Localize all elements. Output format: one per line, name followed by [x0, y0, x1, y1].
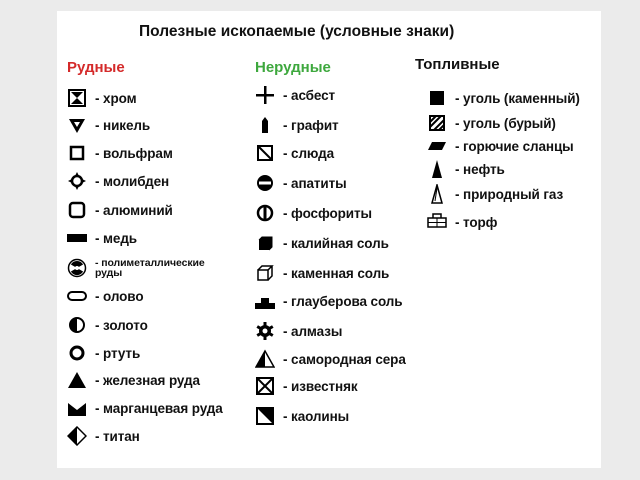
legend-item: [427, 112, 556, 134]
hatched-square-icon: [427, 113, 447, 133]
legend-item-label: - каменная соль: [283, 265, 390, 281]
legend-item: [255, 114, 339, 136]
legend-item: [255, 320, 342, 342]
legend-item: [67, 142, 173, 164]
legend-card: [57, 11, 601, 468]
hollow-capsule-icon: [67, 286, 87, 306]
pencil-bar-icon: [255, 115, 275, 135]
legend-item: [427, 211, 497, 233]
x-square-icon: [255, 376, 275, 396]
legend-item: [67, 397, 223, 419]
filled-cube-icon: [255, 233, 275, 253]
legend-item-label: - титан: [95, 428, 140, 444]
filled-rectangle-icon: [67, 228, 87, 248]
legend-item: [67, 87, 136, 109]
hollow-square-icon: [67, 143, 87, 163]
legend-item-label: - молибден: [95, 173, 170, 189]
legend-item: [255, 348, 406, 370]
fuel-header: Топливные: [415, 56, 500, 73]
legend-item-label: - слюда: [283, 145, 335, 161]
legend-item-label: - олово: [95, 288, 144, 304]
legend-item-label: - алмазы: [283, 323, 343, 339]
legend-item-label: - уголь (бурый): [455, 115, 556, 131]
notched-block-icon: [67, 398, 87, 418]
legend-item: [67, 257, 205, 279]
legend-item: [255, 262, 389, 284]
legend-item: [67, 170, 169, 192]
legend-item: [255, 405, 349, 427]
legend-item-label: - хром: [95, 90, 137, 106]
legend-item: [67, 285, 143, 307]
legend-item-label: - полиметаллические руды: [95, 257, 205, 279]
diagonal-square-icon: [255, 406, 275, 426]
triangle-down-icon: [67, 115, 87, 135]
legend-item-label: - вольфрам: [95, 145, 173, 161]
legend-item: [427, 158, 505, 180]
legend-item-label: - марганцевая руда: [95, 400, 223, 416]
bar-circle-icon: [255, 203, 275, 223]
legend-item-label: - уголь (каменный): [455, 90, 580, 106]
legend-item: [67, 369, 200, 391]
legend-item: [255, 290, 402, 312]
legend-item: [255, 375, 358, 397]
legend-item: [67, 114, 150, 136]
legend-item-label: - природный газ: [455, 186, 564, 202]
legend-item: [67, 425, 140, 447]
filled-square-icon: [427, 88, 447, 108]
legend-item-label: - торф: [455, 214, 498, 230]
legend-item-label: - алюминий: [95, 202, 173, 218]
legend-item-label: - асбест: [283, 87, 336, 103]
half-triangle-icon: [255, 349, 275, 369]
parallelogram-icon: [427, 136, 447, 156]
crossed-square-icon: [255, 143, 275, 163]
legend-item-label: - фосфориты: [283, 205, 372, 221]
legend-item-label: - известняк: [283, 378, 358, 394]
plus-icon: [255, 85, 275, 105]
page-title: Полезные ископаемые (условные знаки): [139, 23, 455, 40]
legend-item: [67, 342, 140, 364]
legend-item-label: - графит: [283, 117, 339, 133]
hollow-circle-icon: [67, 343, 87, 363]
legend-item-label: - медь: [95, 230, 138, 246]
legend-item-label: - калийная соль: [283, 235, 389, 251]
legend-item-label: - железная руда: [95, 372, 200, 388]
radiation-icon: [67, 258, 87, 278]
legend-item-label: - глауберова соль: [283, 293, 403, 309]
legend-item: [67, 314, 148, 336]
legend-item-label: - ртуть: [95, 345, 141, 361]
minus-circle-icon: [255, 173, 275, 193]
rounded-square-icon: [67, 200, 87, 220]
legend-item-label: - горючие сланцы: [455, 138, 574, 154]
legend-item-label: - каолины: [283, 408, 350, 424]
split-diamond-icon: [67, 426, 87, 446]
legend-item: [427, 183, 563, 205]
legend-item: [255, 232, 389, 254]
filled-triangle-icon: [67, 370, 87, 390]
legend-item: [427, 135, 574, 157]
peat-brick-icon: [427, 212, 447, 232]
ore-header: Рудные: [67, 59, 125, 76]
legend-item-label: - золото: [95, 317, 148, 333]
nonmetal-header: Нерудные: [255, 59, 331, 76]
legend-item-label: - апатиты: [283, 175, 347, 191]
oil-drop-icon: [427, 159, 447, 179]
legend-item: [255, 202, 372, 224]
half-filled-circle-icon: [67, 315, 87, 335]
legend-item: [67, 227, 137, 249]
gas-drop-icon: [427, 184, 447, 204]
ring-with-spikes-icon: [67, 171, 87, 191]
step-block-icon: [255, 291, 275, 311]
hollow-cube-icon: [255, 263, 275, 283]
legend-item-label: - нефть: [455, 161, 505, 177]
hourglass-square-icon: [67, 88, 87, 108]
legend-item: [427, 87, 580, 109]
gear-icon: [255, 321, 275, 341]
legend-item-label: - никель: [95, 117, 151, 133]
legend-item-label: - самородная сера: [283, 351, 406, 367]
legend-item: [67, 199, 173, 221]
legend-item: [255, 172, 347, 194]
legend-item: [255, 84, 335, 106]
legend-item: [255, 142, 334, 164]
